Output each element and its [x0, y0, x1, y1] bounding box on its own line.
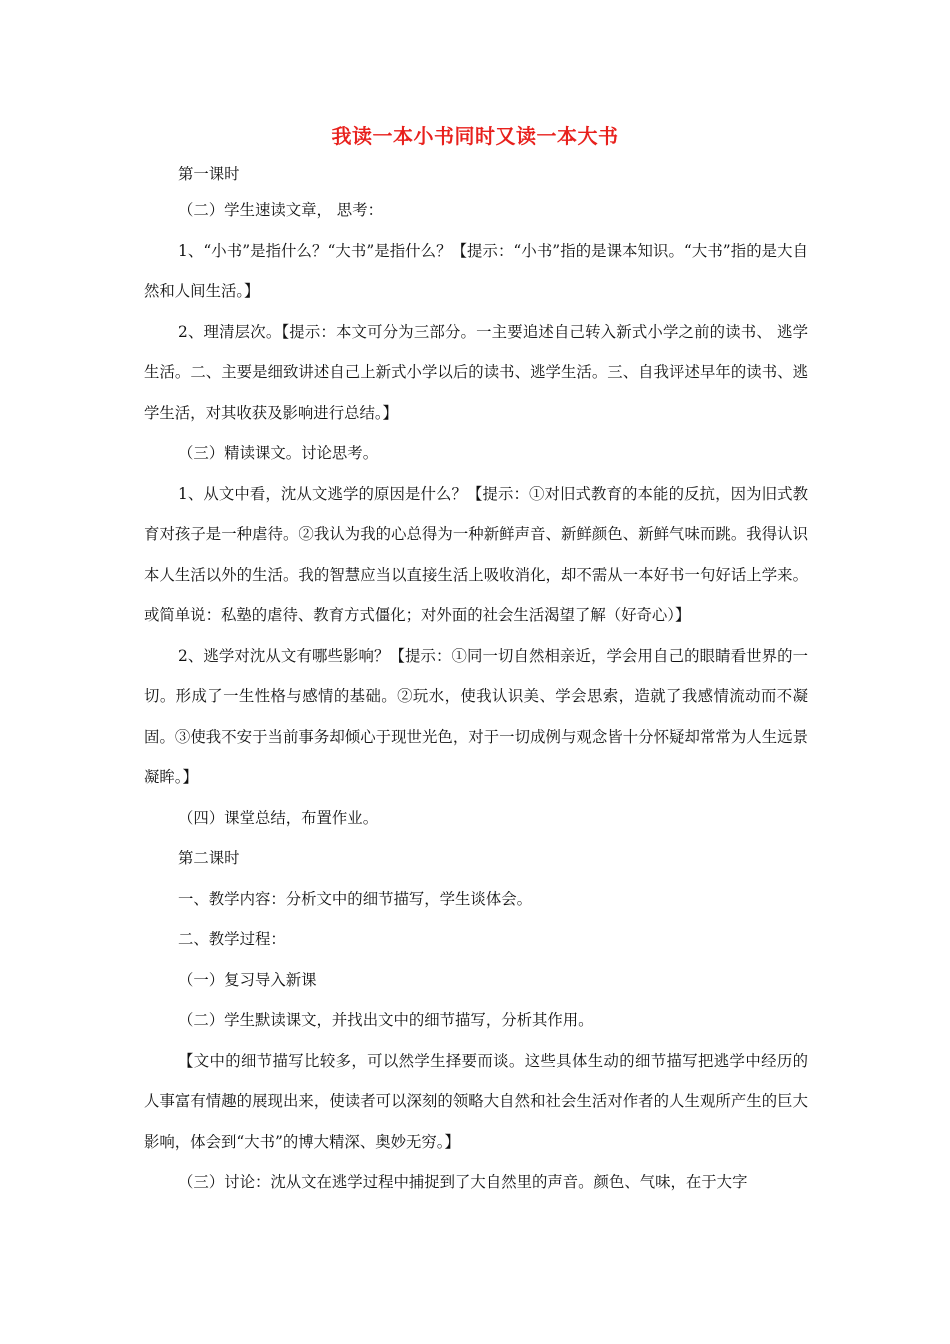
paragraph-truancy-influence: 2、逃学对沈从文有哪些影响？【提示：①同一切自然相亲近，学会用自己的眼睛看世界的一切。形成了一生性格与感情的基础。②玩水，使我认识美、学会思索，造就了我感情流动而不凝固。③使我不安于当前事务却倾心于现世光色，对于一切成例与观念皆十分怀疑却常常为人生远景凝眸。】 — [144, 646, 808, 786]
paragraph-speed-reading: （二）学生速读文章， 思考： — [178, 201, 383, 219]
paragraph-silent-reading: （二）学生默读课文，并找出文中的细节描写，分析其作用。 — [178, 1011, 594, 1029]
paragraph-teaching-content: 一、教学内容：分析文中的细节描写，学生谈体会。 — [178, 889, 532, 908]
paragraph-teaching-process: 二、教学过程： — [178, 930, 286, 948]
document-title: 我读一本小书同时又读一本大书 — [331, 124, 619, 148]
paragraph-structure: 2、理清层次。【提示：本文可分为三部分。一主要追述自己转入新式小学之前的读书、 逃学生活。二、主要是细致讲述自己上新式小学以后的读书、逃学生活。三、自我评述早年的读书、逃学生活，对其收获及影响进行总结。】 — [144, 322, 808, 422]
paragraph-lesson-1-heading: 第一课时 — [178, 165, 240, 183]
paragraph-summary: （四）课堂总结，布置作业。 — [178, 808, 379, 827]
paragraph-discussion: （三）讨论：沈从文在逃学过程中捕捉到了大自然里的声音。颜色、气味，在于大字 — [178, 1173, 748, 1191]
paragraph-close-reading: （三）精读课文。讨论思考。 — [178, 444, 379, 462]
document-body — [144, 158, 808, 1203]
paragraph-review: （一）复习导入新课 — [178, 970, 317, 989]
paragraph-lesson-2-heading: 第二课时 — [178, 849, 240, 867]
paragraph-detail-analysis: 【文中的细节描写比较多，可以然学生择要而谈。这些具体生动的细节描写把逃学中经历的人事富有情趣的展现出来，使读者可以深刻的领略大自然和社会生活对作者的人生观所产生的巨大影响，体会到“大书”的博大精深、奥妙无穷。】 — [144, 1051, 808, 1151]
paragraph-question-small-big-book: 1、“小书”是指什么？“大书”是指什么？【提示：“小书”指的是课本知识。“大书”指的是大自然和人间生活。】 — [144, 241, 808, 300]
paragraph-truancy-reason: 1、从文中看，沈从文逃学的原因是什么？【提示：①对旧式教育的本能的反抗，因为旧式教育对孩子是一种虐待。②我认为我的心总得为一种新鲜声音、新鲜颜色、新鲜气味而跳。我得认识本人生活以外的生活。我的智慧应当以直接生活上吸收消化，却不需从一本好书一句好话上学来。 或简单说：私塾的虐待、教育方式僵化；对外面的社会生活渴望了解（好奇心）】 — [144, 484, 808, 624]
